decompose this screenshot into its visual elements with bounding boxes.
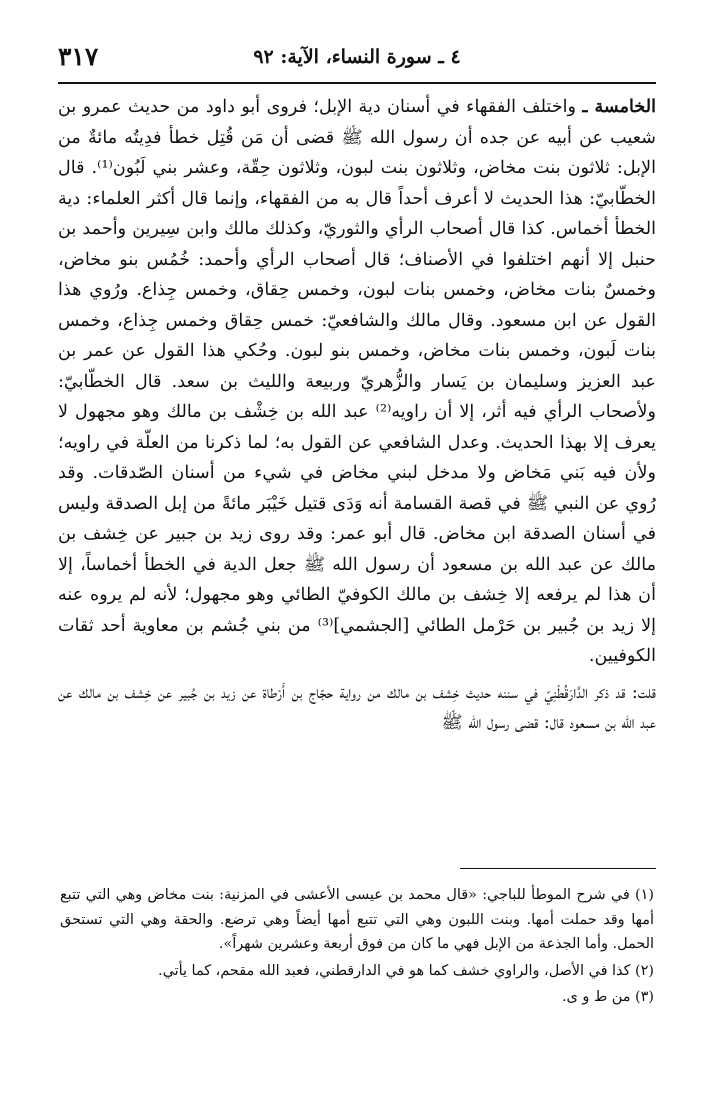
section-lead-word: الخامسة ـ <box>582 96 656 117</box>
paragraph-1-text: واختلف الفقهاء في أسنان دية الإبل؛ فروى أبو داود من حديث عمرو بن شعيب عن أبيه عن جده أن رسول الله ﷺ قضى أن مَن قُتِل خطأ فدِيتُه مائةٌ من الإبل: ثلاثون بنت مخاض، وثلاثون بنت لبون، وثلاثون حِقّة، وعشر بني لَبُون⁽¹⁾. قال الخطّابيّ: هذا الحديث لا أعرف أحداً قال به من الفقهاء، وإنما قال أكثر العلماء: دية الخطأ أخماس. كذا قال أصحاب الرأي والثوريّ، وكذلك مالك وابن سِيرين وأحمد بن حنبل إلا أنهم اختلفوا في الأصناف؛ قال أصحاب الرأي وأحمد: خُمُس بنو مخاض، وخمسٌ بنات مخاض، وخمس بنات لبون، وخمس حِقاق، وخمس جِذاع. ورُوي هذا القول عن ابن مسعود. وقال مالك والشافعيّ: خمس حِقاق وخمس جِذاع، وخمس بنات لَبون، وخمس بنات مخاض، وخمس بنو لبون. وحُكي هذا القول عن عمر بن عبد العزيز وسليمان بن يَسار والزُّهريّ وربيعة والليث بن سعد. قال الخطّابيّ: ولأصحاب الرأي فيه أثر، إلا أن راويه⁽²⁾ عبد الله بن خِشْف بن مالك وهو مجهول لا يعرف إلا بهذا الحديث. وعدل الشافعي عن القول به؛ لما ذكرنا من العلّة في راويه؛ ولأن فيه بَني مَخاض ولا مدخل لبني مخاض في شيء من أسنان الصّدقات. وقد رُوي عن النبي ﷺ في قصة القسامة أنه وَدَى قتيل خَيْبَر مائةً من إبل الصدقة وليس في أسنان الصدقة ابن مخاض. قال أبو عمر: وقد روى زيد بن جبير عن خِشف بن مالك عن عبد الله بن مسعود أن رسول الله ﷺ جعل الدية في الخطأ أخماساً، إلا أن هذا لم يرفعه إلا خِشف بن مالك الكوفيّ الطائي وهو مجهول؛ لأنه لم يروه عنه إلا زيد بن جُبير بن حَرْمل الطائي [الجشمي]⁽³⁾ من بني جُشم بن معاوية أحد ثقات الكوفيين. <box>58 97 656 666</box>
footnote-1: (١) في شرح الموطأ للباجي: «قال محمد بن عيسى الأعشى في المزنية: بنت مخاض وهي التي تتبع أمها وقد حملت أمها. وبنت اللبون وهي التي تتبع أمها أيضاً وهي ترضع. والحقة وهي التي تستحق الحمل. وأما الجذعة من الإبل فهي ما كان من فوق أربعة وعشرين شهراً». <box>60 887 654 952</box>
footnote-3: (٣) من ط و ى. <box>561 989 654 1005</box>
footnote-2: (٢) كذا في الأصل، والراوي خشف كما هو في الدارقطني، فعبد الله مقحم، كما يأتي. <box>158 962 654 979</box>
header-rule <box>58 82 656 84</box>
main-text <box>58 92 656 739</box>
footnotes <box>60 883 654 1012</box>
footnote-rule <box>460 868 656 869</box>
paragraph-2: قلت: قد ذكر الدَّارَقُطْنِيّ في سننه حديث خِشف بن مالك من رواية حجّاج بن أَرْطاة عن زيد بن جُبير عن خِشف بن مالك عن عبد الله بن مسعود قال: قضى رسول الله ﷺ <box>58 682 656 733</box>
page-number: ٣١٧ <box>58 42 99 71</box>
paragraph-1 <box>58 92 656 672</box>
page-header <box>58 40 656 78</box>
running-head: ٤ ـ سورة النساء، الآية: ٩٢ <box>253 46 461 68</box>
